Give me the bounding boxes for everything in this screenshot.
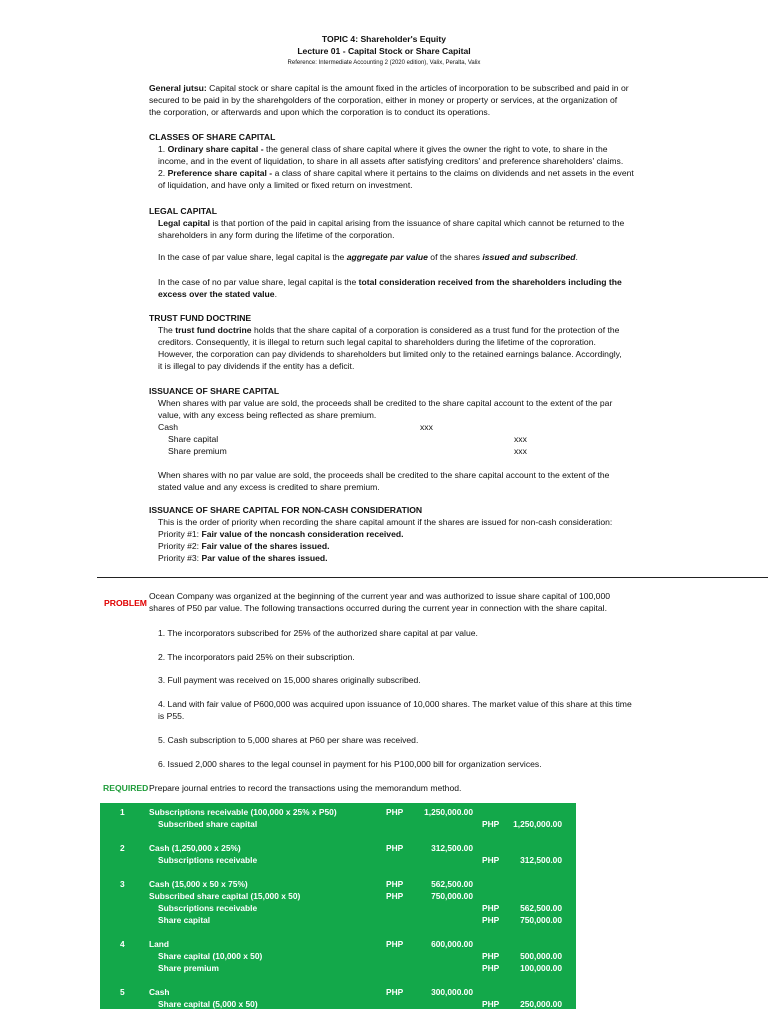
classes-item-2-line-2: of liquidation, and have only a limited or fixed return on investment. xyxy=(158,180,413,190)
legal-line-2: shareholders in any form during the lifetime of the corporation. xyxy=(158,230,395,240)
legal-nopar-b2: excess over the stated value xyxy=(158,289,275,299)
transaction-4-line-1: 4. Land with fair value of P600,000 was acquired upon issuance of 10,000 shares. The market value of this share at this time xyxy=(158,699,632,709)
account-name: Land xyxy=(149,939,170,949)
debit-currency: PHP xyxy=(386,807,404,817)
legal-nopar-b1: total consideration received from the shareholders including the xyxy=(358,277,622,287)
journal-line xyxy=(100,854,576,866)
account-name: Share capital (10,000 x 50) xyxy=(158,951,263,961)
journal-line xyxy=(100,950,576,962)
journal-line xyxy=(100,842,576,854)
debit-currency: PHP xyxy=(386,987,404,997)
credit-currency: PHP xyxy=(482,963,500,973)
issuance-line-2: value, with any excess being reflected as share premium. xyxy=(158,410,377,420)
required-label: REQUIRED xyxy=(103,783,149,793)
credit-currency: PHP xyxy=(482,903,500,913)
classes-item-2-num: 2. xyxy=(158,168,168,178)
journal-line xyxy=(100,878,576,890)
credit-amount: 562,500.00 xyxy=(520,903,562,913)
debit-currency: PHP xyxy=(386,891,404,901)
trust-line-3: However, the corporation can pay dividends to shareholders but limited only to the retained earnings balance. Accordingly, xyxy=(158,349,622,359)
entry-number: 3 xyxy=(120,879,125,889)
trust-line-1: holds that the share capital of a corporation is considered as a trust fund for the protection of the xyxy=(251,325,620,335)
classes-heading: CLASSES OF SHARE CAPITAL xyxy=(149,132,276,142)
section-divider xyxy=(97,577,768,578)
je-share-capital-amount: xxx xyxy=(514,434,527,444)
problem-statement xyxy=(149,590,654,614)
credit-currency: PHP xyxy=(482,855,500,865)
entry-number: 5 xyxy=(120,987,125,997)
credit-currency: PHP xyxy=(482,951,500,961)
journal-line xyxy=(100,806,576,818)
credit-amount: 500,000.00 xyxy=(520,951,562,961)
noncash-section xyxy=(149,504,654,564)
account-name: Subscriptions receivable xyxy=(158,903,258,913)
problem-label: PROBLEM xyxy=(104,598,147,608)
account-name: Share capital xyxy=(158,915,211,925)
credit-currency: PHP xyxy=(482,819,500,829)
account-name: Cash xyxy=(149,987,170,997)
transaction-6: 6. Issued 2,000 shares to the legal counsel in payment for his P100,000 bill for organization services. xyxy=(158,759,542,769)
intro-line-3: the corporation, or afterwards and upon which the corporation is to conduct its operations. xyxy=(149,107,491,117)
entry-number: 1 xyxy=(120,807,125,817)
issuance-nopar xyxy=(149,469,663,493)
account-name: Subscribed share capital (15,000 x 50) xyxy=(149,891,301,901)
priority-1-label: Priority #1: xyxy=(158,529,202,539)
debit-currency: PHP xyxy=(386,939,404,949)
problem-line-1: Ocean Company was organized at the beginning of the current year and was authorized to issue share capital of 100,000 xyxy=(149,591,611,601)
credit-currency: PHP xyxy=(482,999,500,1009)
transaction-3: 3. Full payment was received on 15,000 shares originally subscribed. xyxy=(158,675,421,685)
je-cash-label: Cash xyxy=(158,422,179,432)
topic-title: TOPIC 4: Shareholder's Equity xyxy=(321,34,447,44)
je-share-capital-label: Share capital xyxy=(168,434,219,444)
issuance-line-1: When shares with par value are sold, the proceeds shall be credited to the share capital account to the extent of the par xyxy=(158,398,613,408)
legal-par-pre: In the case of par value share, legal capital is the xyxy=(158,252,347,262)
journal-line xyxy=(100,962,576,974)
classes-item-1-line-2: income, and in the event of liquidation, to share in all assets after satisfying creditors' and preference shareholders' claims. xyxy=(158,156,624,166)
issuance-heading: ISSUANCE OF SHARE CAPITAL xyxy=(149,386,280,396)
je-share-premium-amount: xxx xyxy=(514,446,527,456)
journal-line xyxy=(100,998,576,1010)
journal-line xyxy=(100,902,576,914)
classes-item-2-line-1: a class of share capital where it pertains to the claims on dividends and net assets in the event xyxy=(272,168,634,178)
reference-line: Reference: Intermediate Accounting 2 (2020 edition), Valix, Peralta, Valix xyxy=(287,60,481,66)
legal-par-mid: of the shares xyxy=(427,252,483,262)
trust-line-4: it is illegal to pay dividends if the entity has a deficit. xyxy=(158,361,355,371)
intro-term: General jutsu: xyxy=(149,83,207,93)
priority-3-label: Priority #3: xyxy=(158,553,202,563)
classes-item-1-num: 1. xyxy=(158,144,168,154)
priority-1-text: Fair value of the noncash consideration received. xyxy=(201,529,404,539)
classes-item-1-term: Ordinary share capital - xyxy=(167,144,264,154)
classes-item-1-line-1: the general class of share capital where it gives the owner the right to vote, to share in the xyxy=(263,144,608,154)
debit-amount: 300,000.00 xyxy=(431,987,473,997)
account-name: Cash (15,000 x 50 x 75%) xyxy=(149,879,248,889)
entry-number: 2 xyxy=(120,843,125,853)
issuance-nopar-line-1: When shares with no par value are sold, the proceeds shall be credited to the share capital account to the extent of the xyxy=(158,470,610,480)
trust-heading: TRUST FUND DOCTRINE xyxy=(149,313,252,323)
transaction-4 xyxy=(158,698,658,722)
account-name: Subscriptions receivable (100,000 x 25% x P50) xyxy=(149,807,337,817)
trust-term: trust fund doctrine xyxy=(175,325,252,335)
classes-section xyxy=(149,131,654,191)
credit-amount: 100,000.00 xyxy=(520,963,562,973)
legal-nopar-lines xyxy=(149,276,663,300)
credit-currency: PHP xyxy=(482,915,500,925)
issuance-section xyxy=(149,385,654,421)
account-name: Subscriptions receivable xyxy=(158,855,258,865)
intro-line-1: Capital stock or share capital is the amount fixed in the articles of incorporation to be subscribed and paid in or xyxy=(206,83,629,93)
legal-par-em: aggregate par value xyxy=(346,252,428,262)
classes-item-2-term: Preference share capital - xyxy=(167,168,273,178)
transaction-1: 1. The incorporators subscribed for 25% of the authorized share capital at par value. xyxy=(158,628,478,638)
debit-currency: PHP xyxy=(386,843,404,853)
noncash-line-1: This is the order of priority when recording the share capital amount if the shares are issued for non-cash consideration: xyxy=(158,517,613,527)
debit-amount: 600,000.00 xyxy=(431,939,473,949)
credit-amount: 1,250,000.00 xyxy=(513,819,562,829)
intro-line-2: secured to be paid in by the sharehgolders of the corporation, either in money or property or services, at the organization of xyxy=(149,95,618,105)
legal-par-em2: issued and subscribed xyxy=(482,252,576,262)
credit-amount: 312,500.00 xyxy=(520,855,562,865)
journal-line xyxy=(100,914,576,926)
debit-amount: 1,250,000.00 xyxy=(424,807,473,817)
legal-nopar-pre: In the case of no par value share, legal capital is the xyxy=(158,277,359,287)
trust-section xyxy=(149,312,654,372)
journal-line xyxy=(100,818,576,830)
trust-pre: The xyxy=(158,325,176,335)
account-name: Share premium xyxy=(158,963,219,973)
priority-2-text: Fair value of the shares issued. xyxy=(201,541,330,551)
account-name: Share capital (5,000 x 50) xyxy=(158,999,258,1009)
priority-3-text: Par value of the shares issued. xyxy=(201,553,328,563)
transaction-5: 5. Cash subscription to 5,000 shares at P60 per share was received. xyxy=(158,735,419,745)
credit-amount: 250,000.00 xyxy=(520,999,562,1009)
account-name: Cash (1,250,000 x 25%) xyxy=(149,843,241,853)
lecture-title: Lecture 01 - Capital Stock or Share Capital xyxy=(297,46,471,56)
issuance-nopar-line-2: stated value and any excess is credited to share premium. xyxy=(158,482,380,492)
trust-line-2: creditors. Consequently, it is illegal to return such legal capital to shareholders during the lifetime of the coproration. xyxy=(158,337,596,347)
credit-amount: 750,000.00 xyxy=(520,915,562,925)
account-name: Subscribed share capital xyxy=(158,819,258,829)
priority-2-label: Priority #2: xyxy=(158,541,202,551)
journal-line xyxy=(100,986,576,998)
transaction-4-line-2: is P55. xyxy=(158,711,185,721)
legal-term: Legal capital xyxy=(158,218,211,228)
journal-line xyxy=(100,890,576,902)
transaction-2: 2. The incorporators paid 25% on their subscription. xyxy=(158,652,355,662)
je-cash-amount: xxx xyxy=(420,422,433,432)
debit-amount: 312,500.00 xyxy=(431,843,473,853)
debit-amount: 562,500.00 xyxy=(431,879,473,889)
debit-amount: 750,000.00 xyxy=(431,891,473,901)
journal-entries-box xyxy=(100,803,576,1009)
intro-paragraph xyxy=(149,82,654,118)
legal-nopar-end: . xyxy=(274,289,277,299)
entry-number: 4 xyxy=(120,939,125,949)
problem-line-2: shares of P50 par value. The following transactions occurred during the current year in connection with the share capital. xyxy=(149,603,607,613)
journal-line xyxy=(100,938,576,950)
legal-par-end: . xyxy=(575,252,578,262)
legal-section xyxy=(149,205,654,241)
legal-heading: LEGAL CAPITAL xyxy=(149,206,217,216)
je-share-premium-label: Share premium xyxy=(168,446,227,456)
legal-par-line xyxy=(149,251,663,263)
legal-line-1: is that portion of the paid in capital arising from the issuance of share capital which cannot be returned to the xyxy=(210,218,625,228)
required-text: Prepare journal entries to record the transactions using the memorandum method. xyxy=(149,783,462,793)
debit-currency: PHP xyxy=(386,879,404,889)
noncash-heading: ISSUANCE OF SHARE CAPITAL FOR NON-CASH CONSIDERATION xyxy=(149,505,423,515)
